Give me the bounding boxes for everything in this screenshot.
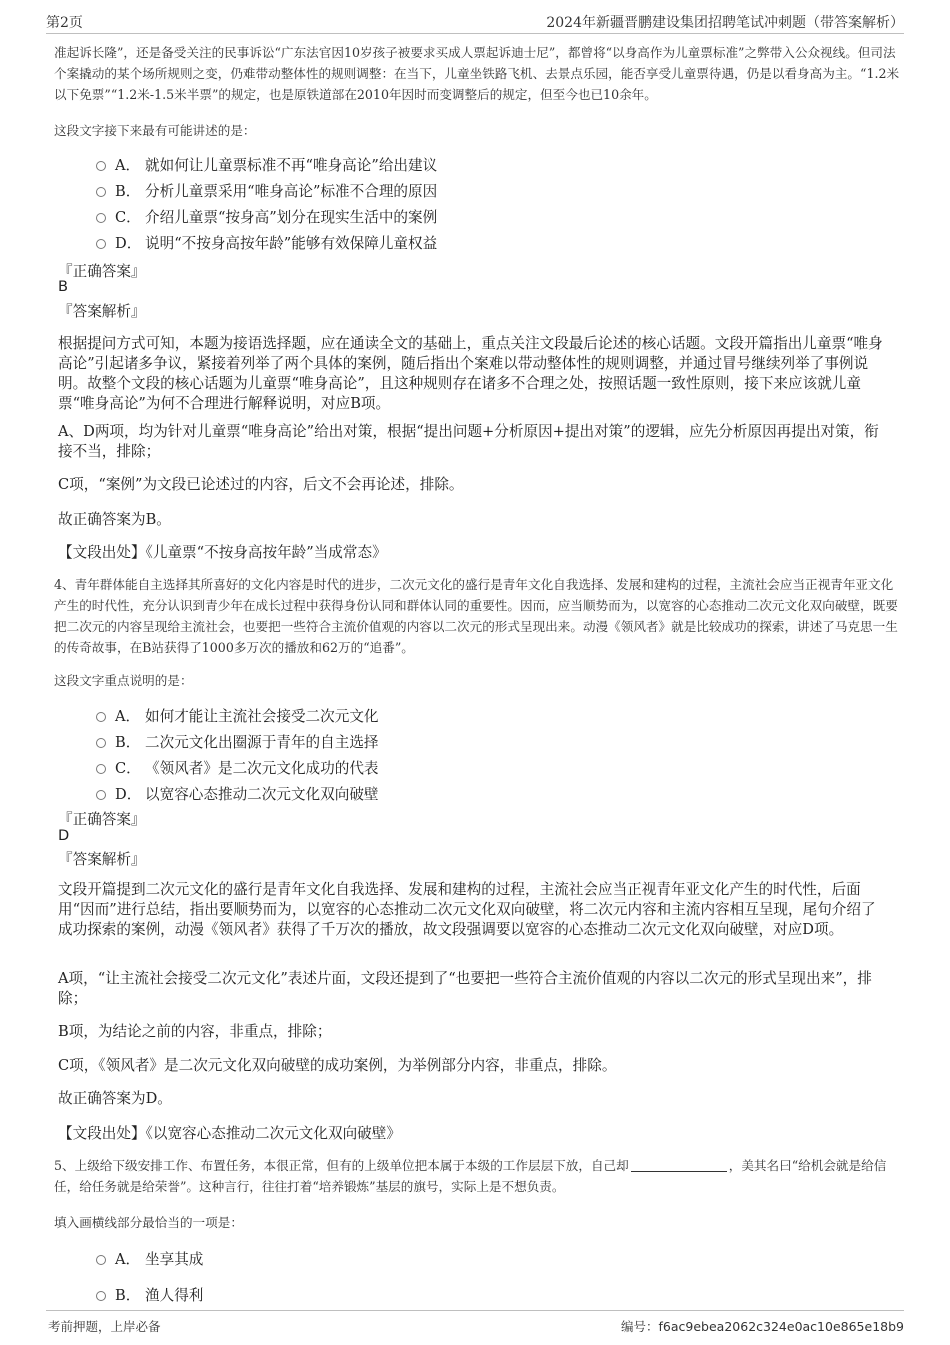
radio-icon[interactable]	[96, 738, 106, 748]
analysis-paragraph: 故正确答案为D。	[58, 1090, 172, 1107]
question-passage: 5、上级给下级安排工作、布置任务，本很正常，但有的上级单位把本属于本级的工作层层下放，自己却 ，美其名曰“给机会就是给信任，给任务就是给荣誉”。这种言行，往往打着“培养锻炼”基层的旗号，实际上是不想负责。	[54, 1158, 887, 1194]
radio-icon[interactable]	[96, 1255, 106, 1265]
question-passage: 准起诉长隆”，还是备受关注的民事诉讼“广东法官因10岁孩子被要求买成人票起诉迪士尼”，都曾将“以身高作为儿童票标准”之弊带入公众视线。但司法个案撬动的某个场所规则之变，仍难带动整体性的规则调整：在当下，儿童坐铁路飞机、去景点乐园，能否享受儿童票待遇，仍是以看身高为主。“1.2米以下免票”“1.2米-1.5米半票”的规定，也是原铁道部在2010年因时而变调整后的规定，但至今也已10余年。	[54, 45, 900, 102]
option-d[interactable]: D． 以宽容心态推动二次元文化双向破壁	[96, 783, 379, 804]
analysis-paragraph: 故正确答案为B。	[58, 511, 171, 528]
analysis-label: 『答案解析』	[58, 851, 146, 868]
option-c[interactable]: C． 介绍儿童票“按身高”划分在现实生活中的案例	[96, 206, 437, 227]
question-prompt: 填入画横线部分最恰当的一项是：	[54, 1215, 243, 1230]
radio-icon[interactable]	[96, 213, 106, 223]
radio-icon[interactable]	[96, 187, 106, 197]
option-a[interactable]: A． 如何才能让主流社会接受二次元文化	[96, 705, 379, 726]
option-a[interactable]: A． 坐享其成	[96, 1248, 203, 1269]
option-a[interactable]: A． 就如何让儿童票标准不再“唯身高论”给出建议	[96, 154, 437, 175]
page-number: 第2页	[46, 15, 83, 31]
answer-value: D	[58, 827, 70, 844]
analysis-paragraph: A、D两项，均为针对儿童票“唯身高论”给出对策，根据“提出问题+分析原因+提出对策”的逻辑，应先分析原因再提出对策，衔接不当，排除；	[58, 423, 879, 460]
radio-icon[interactable]	[96, 239, 106, 249]
analysis-paragraph: C项，《领风者》是二次元文化双向破壁的成功案例，为举例部分内容，非重点，排除。	[58, 1057, 617, 1074]
option-b[interactable]: B． 渔人得利	[96, 1284, 203, 1305]
analysis-paragraph: C项，“案例”为文段已论述过的内容，后文不会再论述，排除。	[58, 476, 464, 493]
option-d[interactable]: D． 说明“不按身高按年龄”能够有效保障儿童权益	[96, 232, 437, 253]
question-passage: 4、青年群体能自主选择其所喜好的文化内容是时代的进步，二次元文化的盛行是青年文化自我选择、发展和建构的过程，主流社会应当正视青年亚文化产生的时代性，充分认识到青少年在成长过程中获得身份认同和群体认同的重要性。因而，应当顺势而为，以宽容的心态推动二次元文化双向破壁，既要把二次元的内容呈现给主流社会，也要把一些符合主流价值观的内容以二次元的形式呈现出来。动漫《领风者》就是比较成功的探索，讲述了马克思一生的传奇故事，在B站获得了1000多万次的播放和62万的“追番”。	[54, 577, 898, 655]
radio-icon[interactable]	[96, 712, 106, 722]
analysis-paragraph: A项，“让主流社会接受二次元文化”表述片面，文段还提到了“也要把一些符合主流价值观的内容以二次元的形式呈现出来”，排除；	[58, 970, 872, 1007]
fill-blank	[631, 1160, 727, 1172]
option-b[interactable]: B． 二次元文化出圈源于青年的自主选择	[96, 731, 379, 752]
answer-label: 『正确答案』	[58, 811, 146, 828]
question-prompt: 这段文字接下来最有可能讲述的是：	[54, 123, 256, 138]
source-citation: 【文段出处】《儿童票“不按身高按年龄”当成常态》	[58, 544, 387, 561]
radio-icon[interactable]	[96, 161, 106, 171]
analysis-paragraph: B项，为结论之前的内容，非重点，排除；	[58, 1023, 332, 1040]
page-header	[46, 10, 904, 34]
analysis-label: 『答案解析』	[58, 303, 146, 320]
answer-value: B	[58, 278, 69, 295]
footer-slogan: 考前押题，上岸必备	[48, 1319, 161, 1334]
page-footer	[46, 1310, 904, 1338]
analysis-paragraph: 文段开篇提到二次元文化的盛行是青年文化自我选择、发展和建构的过程，主流社会应当正视青年亚文化产生的时代性，后面用“因而”进行总结，指出要顺势而为，以宽容的心态推动二次元文化双向破壁，将二次元内容和主流内容相互呈现，尾句介绍了成功探索的案例，动漫《领风者》获得了千万次的播放，故文段强调要以宽容的心态推动二次元文化双向破壁，对应D项。	[58, 881, 876, 938]
question-prompt: 这段文字重点说明的是：	[54, 673, 193, 688]
radio-icon[interactable]	[96, 764, 106, 774]
document-code: 编号：f6ac9ebea2062c324e0ac10e865e18b9	[621, 1319, 904, 1334]
radio-icon[interactable]	[96, 790, 106, 800]
document-title: 2024年新疆晋鹏建设集团招聘笔试冲刺题（带答案解析）	[546, 15, 904, 31]
source-citation: 【文段出处】《以宽容心态推动二次元文化双向破壁》	[58, 1125, 401, 1142]
option-b[interactable]: B． 分析儿童票采用“唯身高论”标准不合理的原因	[96, 180, 437, 201]
option-c[interactable]: C． 《领风者》是二次元文化成功的代表	[96, 757, 379, 778]
answer-label: 『正确答案』	[58, 263, 146, 280]
radio-icon[interactable]	[96, 1291, 106, 1301]
analysis-paragraph: 根据提问方式可知，本题为接语选择题，应在通读全文的基础上，重点关注文段最后论述的核心话题。文段开篇指出儿童票“唯身高论”引起诸多争议，紧接着列举了两个具体的案例，随后指出个案难以带动整体性的规则调整，并通过冒号继续列举了事例说明。故整个文段的核心话题为儿童票“唯身高论”，且这种规则存在诸多不合理之处，按照话题一致性原则，接下来应该就儿童票“唯身高论”为何不合理进行解释说明，对应B项。	[58, 335, 883, 412]
